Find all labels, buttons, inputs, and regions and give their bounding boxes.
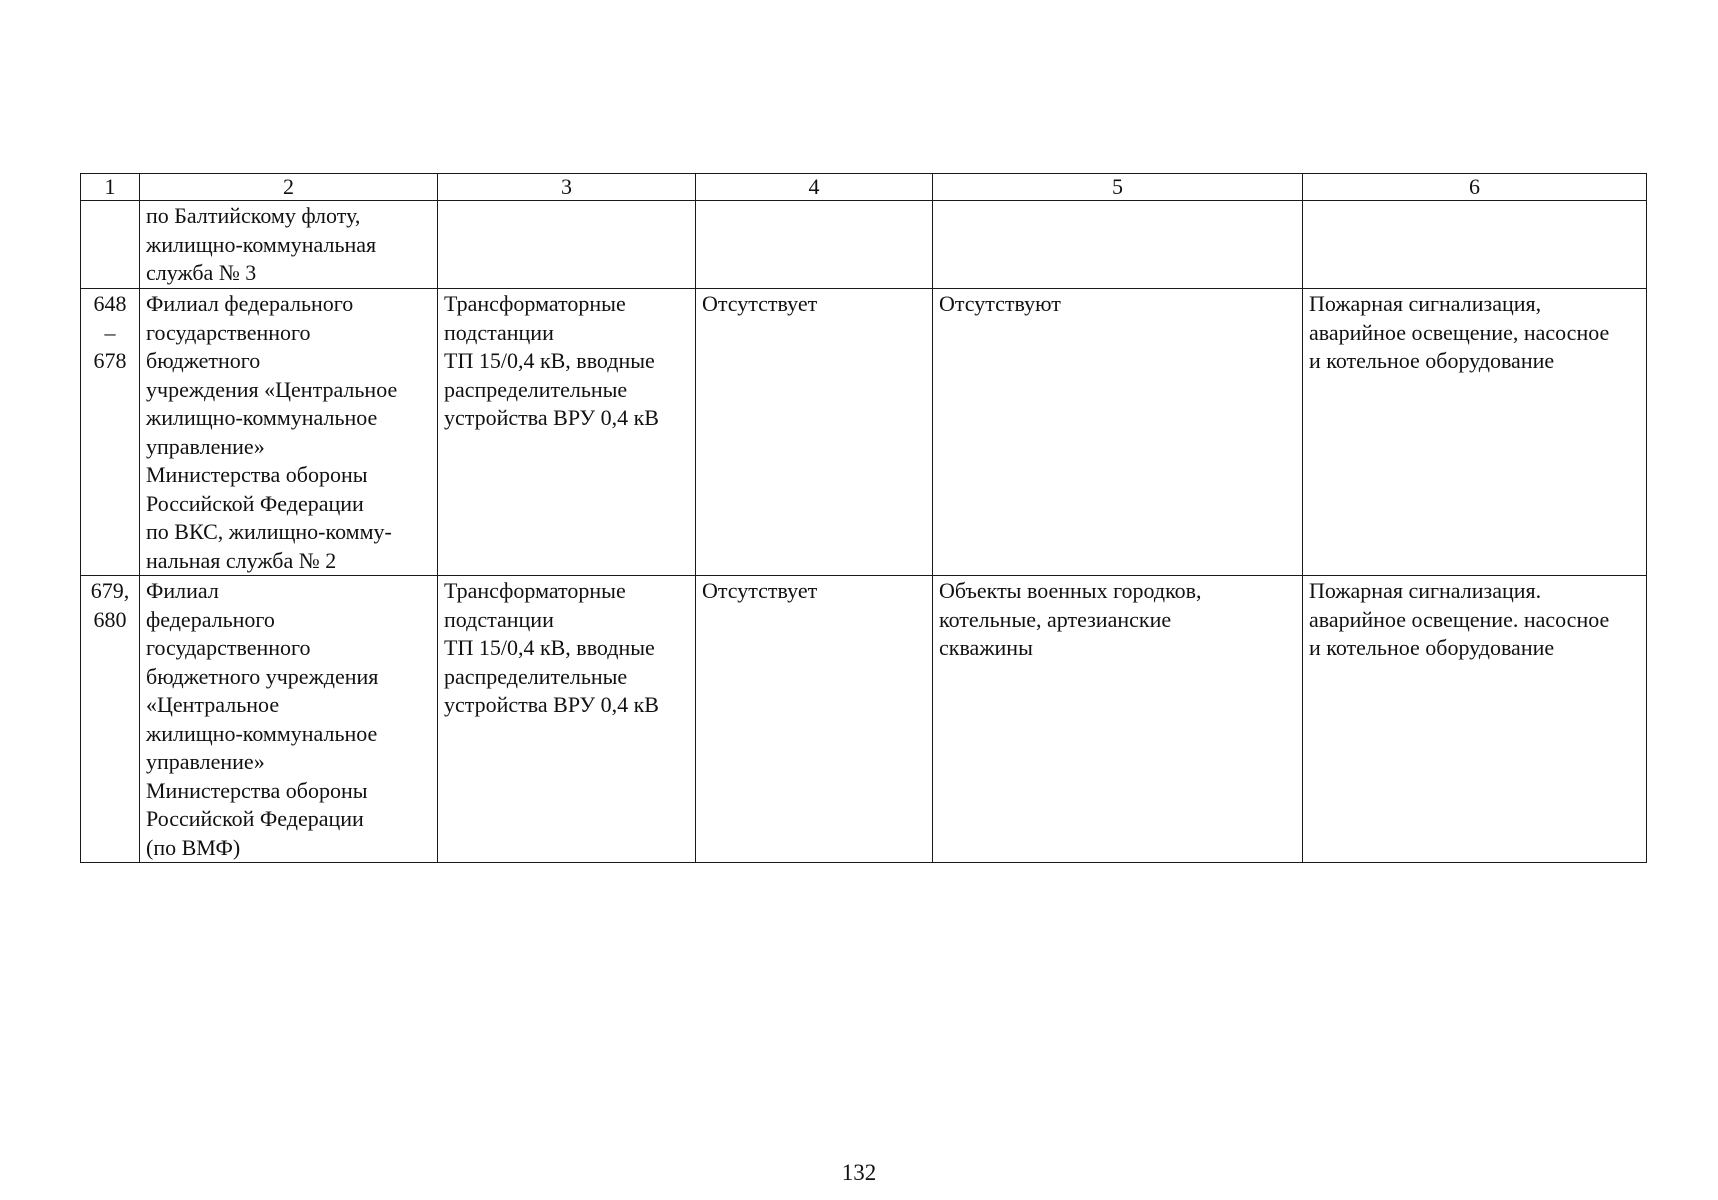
table-row <box>81 201 1647 289</box>
header-cell-3: 3 <box>438 174 696 201</box>
header-cell-6: 6 <box>1303 174 1647 201</box>
column-5-cell: Отсутствуют <box>933 289 1303 576</box>
table-header-row <box>81 174 1647 201</box>
column-4-cell: Отсутствует <box>696 289 933 576</box>
facility-cell <box>438 201 696 289</box>
column-5-cell: Объекты военных городков, котельные, артезианские скважины <box>933 576 1303 863</box>
organization-cell: Филиал федерального государственного бюджетного учреждения «Центральное жилищно-коммунальное управление» Министерства обороны Российской Федерации по ВКС, жилищно-комму- нальная служба № 2 <box>140 289 438 576</box>
row-number-cell: 648 – 678 <box>81 289 140 576</box>
row-number-cell: 679, 680 <box>81 576 140 863</box>
table-row <box>81 289 1647 576</box>
facility-cell: Трансформаторные подстанции ТП 15/0,4 кВ, вводные распределительные устройства ВРУ 0,4 кВ <box>438 289 696 576</box>
column-6-cell: Пожарная сигнализация. аварийное освещение. насосное и котельное оборудование <box>1303 576 1647 863</box>
organization-cell: по Балтийскому флоту, жилищно-коммунальная служба № 3 <box>140 201 438 289</box>
header-cell-2: 2 <box>140 174 438 201</box>
document-table <box>80 173 1647 863</box>
header-cell-1: 1 <box>81 174 140 201</box>
header-cell-4: 4 <box>696 174 933 201</box>
facility-cell: Трансформаторные подстанции ТП 15/0,4 кВ, вводные распределительные устройства ВРУ 0,4 кВ <box>438 576 696 863</box>
row-number-cell <box>81 201 140 289</box>
column-6-cell <box>1303 201 1647 289</box>
organization-cell: Филиал федерального государственного бюджетного учреждения «Центральное жилищно-коммунальное управление» Министерства обороны Российской Федерации (по ВМФ) <box>140 576 438 863</box>
column-4-cell: Отсутствует <box>696 576 933 863</box>
header-cell-5: 5 <box>933 174 1303 201</box>
column-6-cell: Пожарная сигнализация, аварийное освещение, насосное и котельное оборудование <box>1303 289 1647 576</box>
table-row <box>81 576 1647 863</box>
column-5-cell <box>933 201 1303 289</box>
column-4-cell <box>696 201 933 289</box>
page-number: 132 <box>841 1160 877 1185</box>
